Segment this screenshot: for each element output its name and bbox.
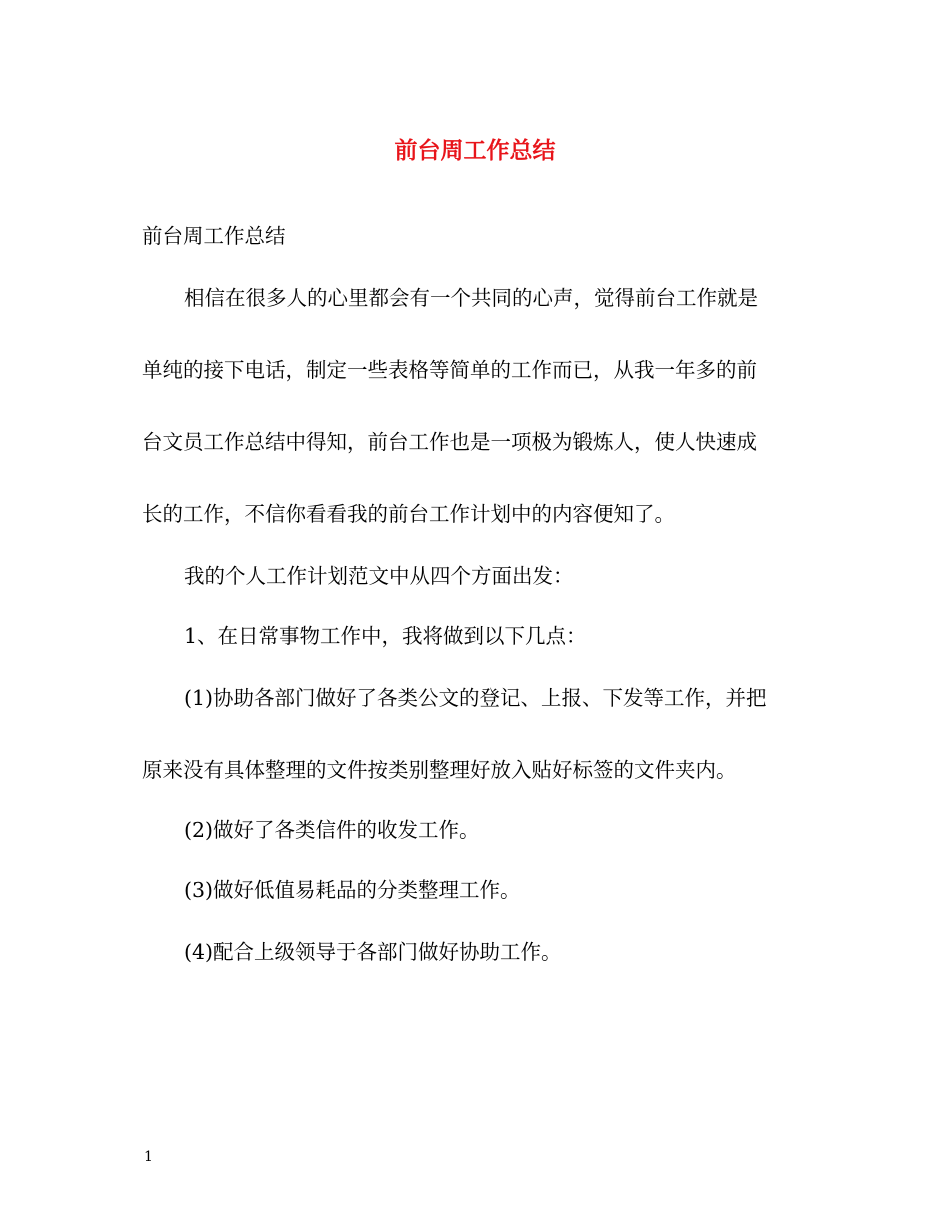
paragraph-line: 单纯的接下电话，制定一些表格等简单的工作而已，从我一年多的前 — [142, 358, 757, 382]
subtitle-line: 前台周工作总结 — [142, 224, 286, 248]
document-title: 前台周工作总结 — [394, 137, 556, 164]
list-item-line: (1)协助各部门做好了各类公文的登记、上报、下发等工作，并把 — [184, 686, 767, 710]
list-item-line: (4)配合上级领导于各部门做好协助工作。 — [184, 940, 562, 964]
paragraph-line: 我的个人工作计划范文中从四个方面出发： — [184, 564, 574, 588]
paragraph-line: 台文员工作总结中得知，前台工作也是一项极为锻炼人，使人快速成 — [142, 430, 757, 454]
list-item-line: 原来没有具体整理的文件按类别整理好放入贴好标签的文件夹内。 — [142, 758, 737, 782]
paragraph-line: 1、在日常事物工作中，我将做到以下几点： — [184, 624, 587, 648]
paragraph-line: 相信在很多人的心里都会有一个共同的心声，觉得前台工作就是 — [184, 286, 758, 310]
list-item-line: (3)做好低值易耗品的分类整理工作。 — [184, 878, 521, 902]
page-number: 1 — [144, 1149, 153, 1165]
paragraph-line: 长的工作，不信你看看我的前台工作计划中的内容便知了。 — [142, 502, 675, 526]
list-item-line: (2)做好了各类信件的收发工作。 — [184, 818, 480, 842]
